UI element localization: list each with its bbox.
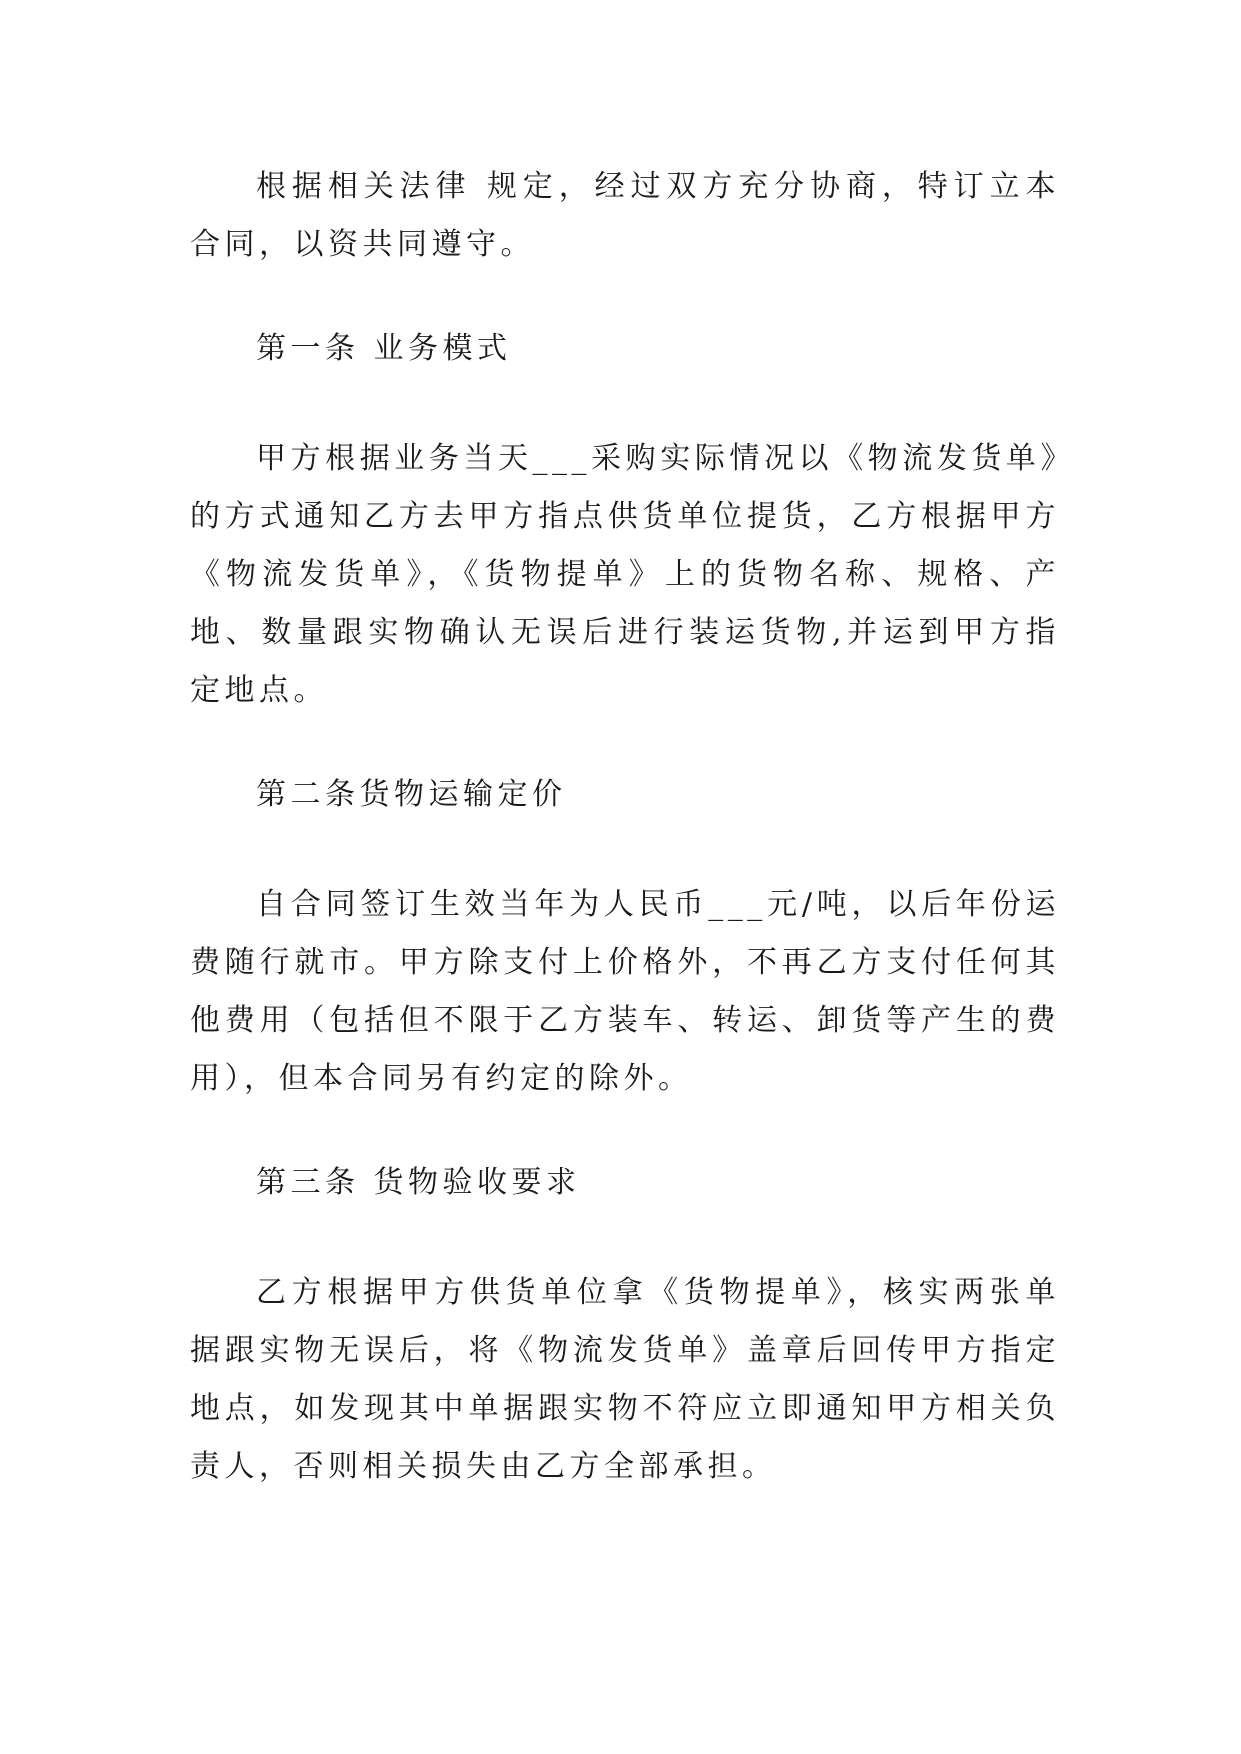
intro-paragraph: 根据相关法律 规定，经过双方充分协商，特订立本合同，以资共同遵守。	[190, 169, 1060, 262]
spacer	[190, 824, 1060, 876]
spacer	[190, 720, 1060, 766]
spacer	[190, 378, 1060, 430]
document-body	[190, 158, 1060, 1496]
spacer	[190, 274, 1060, 320]
article-1-paragraph: 甲方根据业务当天___采购实际情况以《物流发货单》的方式通知乙方去甲方指点供货单位提货，乙方根据甲方《物流发货单》，《货物提单》上的货物名称、规格、产地、数量跟实物确认无误后进行装运货物,并运到甲方指定地点。	[190, 441, 1060, 708]
article-3-heading: 第三条 货物验收要求	[256, 1165, 581, 1200]
article-1-heading: 第一条 业务模式	[256, 331, 512, 366]
article-3-paragraph: 乙方根据甲方供货单位拿《货物提单》，核实两张单据跟实物无误后，将《物流发货单》盖章后回传甲方指定地点，如发现其中单据跟实物不符应立即通知甲方相关负责人，否则相关损失由乙方全部承担。	[190, 1275, 1060, 1484]
article-2-heading: 第二条货物运输定价	[256, 777, 567, 812]
article-2-paragraph: 自合同签订生效当年为人民币___元/吨，以后年份运费随行就市。甲方除支付上价格外，不再乙方支付任何其他费用（包括但不限于乙方装车、转运、卸货等产生的费用），但本合同另有约定的除外。	[190, 887, 1060, 1096]
spacer	[190, 1212, 1060, 1264]
spacer	[190, 1108, 1060, 1154]
